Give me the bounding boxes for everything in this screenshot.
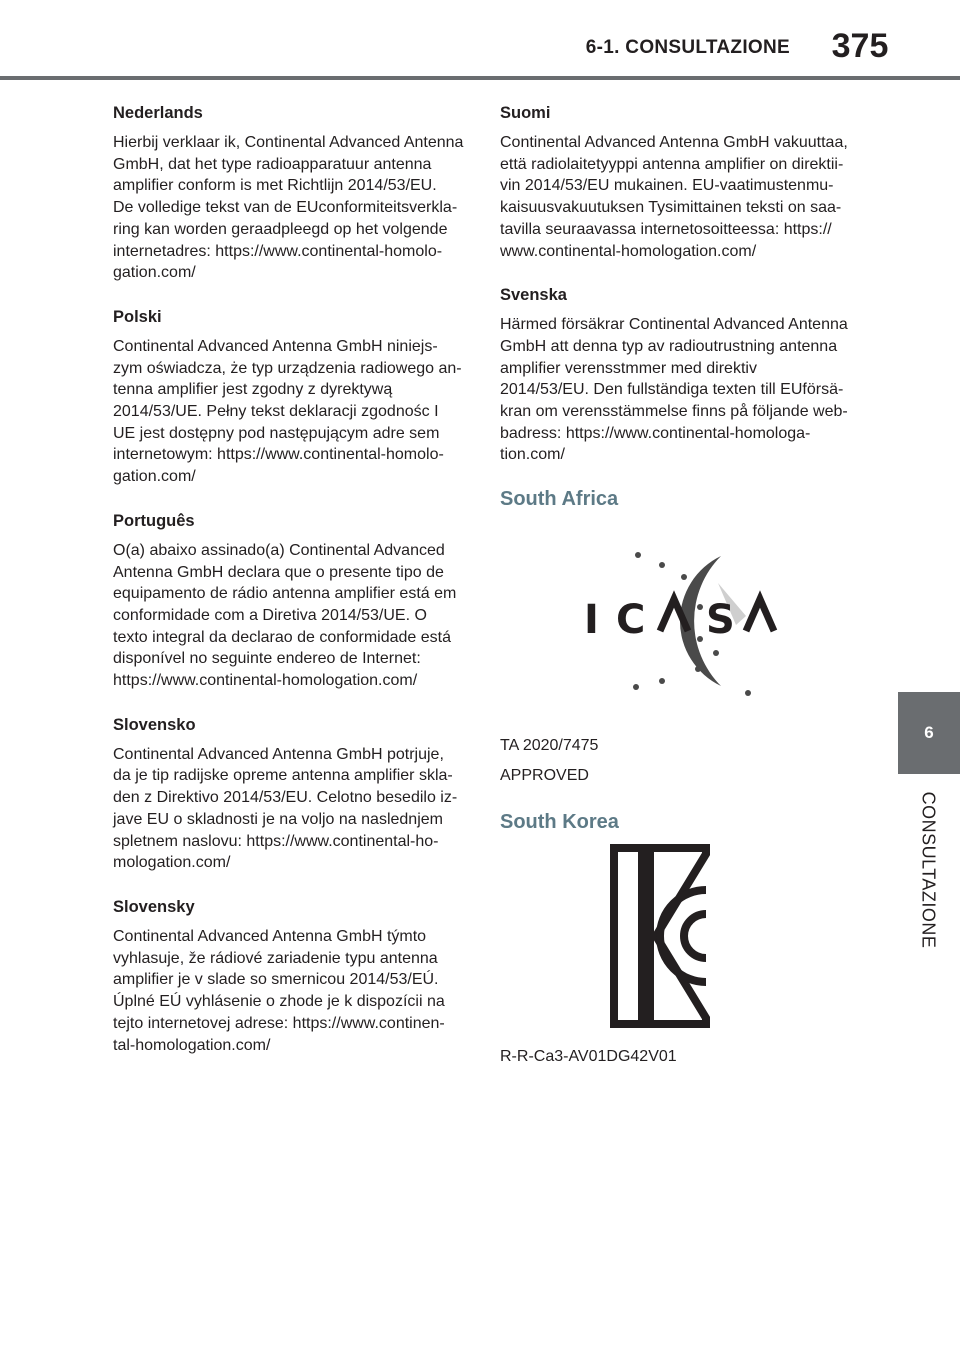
right-column	[500, 102, 862, 1076]
south-korea-title: South Korea	[500, 811, 619, 834]
declaration-portugues	[113, 510, 465, 692]
south-africa-title: South Africa	[500, 488, 619, 511]
kc-registration-number: R-R-Ca3-AV01DG42V01	[500, 1048, 677, 1066]
kc-mark-logo	[610, 844, 710, 1028]
icasa-logo-box	[500, 521, 862, 721]
header-section-title: 6-1. CONSULTAZIONE	[585, 37, 790, 58]
language-heading: Suomi	[500, 104, 551, 122]
language-heading: Slovensky	[113, 897, 195, 916]
language-heading: Nederlands	[113, 104, 203, 122]
ta-number: TA 2020/7475	[500, 737, 599, 755]
chapter-tab: 6	[898, 692, 960, 774]
declaration-text: Härmed försäkrar Continental Advanced Antenna GmbH att denna typ av radioutrustning antenna amplifier verensstmmer med direktiv 2014/53/EU. Den fullständiga texten till EUförsä- kran om verensstämmelse finns på följande web- badress: https://www.continental-homologa- tion.com/	[500, 316, 848, 464]
declaration-text: Continental Advanced Antenna GmbH vakuuttaa, että radiolaitetyyppi antenna amplifier on direktii- vin 2014/53/EU mukainen. EU-vaatimustenmu- kaisuusvakuutuksen Tysimittainen teksti on saa- tavilla seuraavassa internetosoitteessa: https:// www.continental-homologation.com/	[500, 134, 848, 260]
language-heading: Slovensko	[113, 715, 196, 734]
svg-text:I: I	[584, 597, 599, 644]
declaration-text: Continental Advanced Antenna GmbH potrjuje, da je tip radijske opreme antenna amplifier skla- den z Direktivo 2014/53/EU. Celotno besedilo iz- jave EU o skladnosti je na voljo na naslednjem spletnem naslovu: https://www.continental-ho- mologation.com/	[113, 745, 458, 872]
declaration-svenska	[500, 284, 862, 466]
declaration-text: Continental Advanced Antenna GmbH niniejs- zym oświadcza, że typ urządzenia radiowego an- tenna amplifier jest zgodny z dyrektywą 2014/53/UE. Pełny tekst deklaracji zgodnośc I UE jest dostępny pod następującym adre sem internetowym: https://www.continental-homolo- gation.com/	[113, 337, 462, 486]
declaration-slovensky	[113, 896, 465, 1056]
left-column	[113, 102, 465, 1078]
language-heading: Svenska	[500, 286, 567, 305]
svg-text:C: C	[616, 597, 646, 644]
language-heading: Polski	[113, 307, 162, 326]
page-number: 375	[831, 27, 889, 65]
declaration-slovensko	[113, 714, 465, 874]
chapter-tab-label: CONSULTAZIONE	[918, 791, 939, 949]
declaration-polski	[113, 306, 465, 488]
declaration-nederlands	[113, 102, 465, 284]
approved-status: APPROVED	[500, 767, 589, 785]
svg-text:S: S	[706, 597, 735, 644]
language-heading: Português	[113, 511, 195, 530]
declaration-text: O(a) abaixo assinado(a) Continental Advanced Antenna GmbH declara que o presente tipo de equipamento de rádio antenna amplifier está em conformidade com a Diretiva 2014/53/UE. O texto integral da declarao de conformidade está disponível no seguinte endereo de Internet: https://www.continental-homologation.com/	[113, 541, 457, 690]
icasa-logo	[576, 521, 796, 711]
declaration-suomi	[500, 102, 862, 262]
declaration-text: Continental Advanced Antenna GmbH týmto vyhlasuje, že rádiové zariadenie typu antenna amplifier je v slade so smernicou 2014/53/EÚ. Úplné EÚ vyhlásenie o zhode je k dispozícii na tejto internetovej adrese: https://www.continen- tal-homologation.com/	[113, 927, 445, 1054]
header-rule	[0, 76, 960, 80]
declaration-text: Hierbij verklaar ik, Continental Advanced Antenna GmbH, dat het type radioapparatuur antenna amplifier conform is met Richtlijn 2014/53/EU. De volledige tekst van de EUconformiteitsverkla- ring kan worden geraadpleegd op het volgende internetadres: https://www.continental-homolo- gation.com/	[113, 134, 464, 282]
